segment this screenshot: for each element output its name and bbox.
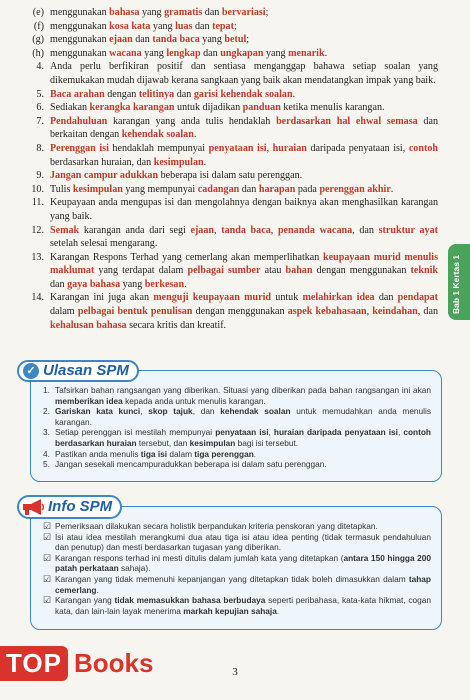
ulasan-list: [31, 371, 441, 476]
list-item: [20, 291, 438, 332]
ulasan-item-number: 4.: [43, 448, 50, 459]
list-item: [20, 115, 438, 142]
list-item-text: Keupayaan anda mengupas isi dan mengolahnya dengan baiknya akan menghasilkan karangan yang baik.: [50, 197, 438, 222]
list-item: [20, 169, 438, 183]
list-item-number: (e): [32, 7, 44, 18]
logo-books-text: Books: [73, 648, 154, 678]
list-item-number: (h): [32, 47, 44, 59]
ulasan-spm-title: SPM: [96, 361, 129, 379]
list-item-number: (g): [32, 34, 44, 46]
info-spm-box: [30, 497, 442, 630]
ulasan-item-text: Gariskan kata kunci, skop tajuk, dan kehendak soalan untuk memudahkan anda menulis karangan.: [55, 406, 431, 427]
info-item: [43, 553, 431, 574]
info-spm-header: [17, 496, 122, 518]
list-item: [20, 47, 438, 61]
ulasan-item-number: 2.: [43, 406, 50, 417]
list-item-text: Baca arahan dengan telitinya dan garisi kehendak soalan.: [50, 88, 296, 100]
list-item-number: 4.: [36, 61, 44, 73]
list-item-text: Jangan campur adukkan beberapa isi dalam satu perenggan.: [50, 170, 303, 182]
ulasan-item: [43, 385, 431, 406]
info-item: [43, 521, 431, 532]
info-item-text: Karangan yang tidak memasukkan bahasa berbudaya seperti peribahasa, kata-kata hikmat, cogan kata, dan lain-lain layak menerima markah kepujian sahaja.: [55, 595, 431, 616]
list-item-number: 14.: [31, 292, 44, 304]
list-item-number: 7.: [36, 115, 44, 127]
list-item-text: Anda perlu berfikiran positif dan sentiasa menganggap bahawa setiap soalan yang dikemukakan mudah dijawab kerana sangkaan yang baik akan mendatangkan impak yang baik.: [50, 61, 438, 86]
checkmark-icon: ✓: [23, 363, 39, 379]
list-item: [20, 60, 438, 87]
ulasan-item-text: Tafsirkan bahan rangsangan yang diberikan. Situasi yang diberikan pada bahan rangsangan ini akan memberikan idea kepada anda untuk menulis karangan.: [55, 385, 431, 406]
list-item: [20, 88, 438, 102]
ulasan-item: [43, 427, 431, 448]
list-item: [20, 224, 438, 251]
list-item-text: menggunakan ejaan dan tanda baca yang betul;: [50, 34, 250, 46]
list-item-text: menggunakan kosa kata yang luas dan tepat;: [50, 20, 237, 32]
checkbox-checked-icon: ☑: [43, 573, 52, 584]
info-item-text: Karangan yang tidak memenuhi kepanjangan yang ditetapkan tidak boleh dimasukkan dalam tahap cemerlang.: [55, 573, 431, 595]
list-item-number: 12.: [31, 224, 44, 236]
ulasan-item-number: 3.: [43, 427, 50, 438]
list-item-number: 5.: [36, 88, 44, 100]
page-number: 3: [232, 666, 238, 678]
list-item: [20, 196, 438, 223]
info-item: [43, 595, 431, 616]
ulasan-item-text: Setiap perenggan isi mestilah mempunyai penyataan isi, huraian daripada penyataan isi, contoh berdasarkan huraian tersebut, dan kesimpulan bagi isi tersebut.: [55, 427, 431, 448]
info-item-text: Isi atau idea mestilah merangkumi dua atau tiga isi atau idea penting (tidak termasuk pendahuluan dan penutup) dan mesti berdasarkan tugasan yang diberikan.: [55, 531, 431, 553]
list-item: [20, 183, 438, 197]
list-item: [20, 33, 438, 47]
info-list: [31, 507, 441, 622]
list-item-text: Semak karangan anda dari segi ejaan, tanda baca, penanda wacana, dan struktur ayat setelah selesai mengarang.: [50, 224, 439, 250]
info-title: Info: [48, 497, 76, 515]
megaphone-icon: [21, 498, 45, 516]
list-item: [20, 20, 438, 34]
ulasan-item-text: Pastikan anda menulis tiga isi dalam tiga perenggan.: [55, 448, 257, 459]
list-item-text: menggunakan bahasa yang gramatis dan bervariasi;: [50, 7, 269, 18]
ulasan-item: [43, 406, 431, 427]
info-item: [43, 574, 431, 595]
chapter-side-tab[interactable]: [448, 244, 470, 320]
info-spm-title: SPM: [79, 497, 113, 515]
list-item-number: 10.: [31, 183, 44, 195]
list-item: [20, 251, 438, 292]
ulasan-item-number: 1.: [43, 385, 50, 395]
list-item-number: (f): [33, 20, 44, 32]
logo-top-text: TOP: [0, 646, 68, 681]
list-item: [20, 101, 438, 115]
list-item-number: 9.: [36, 170, 44, 182]
ulasan-item: [43, 449, 431, 460]
info-item: [43, 532, 431, 553]
list-item-text: Karangan ini juga akan menguji keupayaan murid untuk melahirkan idea dan pendapat dalam pelbagai bentuk penulisan dengan menggunakan aspek kebahasaan, keindahan, dan kehalusan bahasa secara kritis dan kreatif.: [50, 292, 439, 331]
list-item: [20, 6, 438, 20]
ulasan-spm-header: [17, 360, 139, 382]
list-item-text: Tulis kesimpulan yang mempunyai cadangan dan harapan pada perenggan akhir.: [50, 183, 394, 195]
list-item-number: 11.: [31, 197, 44, 209]
ulasan-title: Ulasan: [43, 361, 93, 379]
ulasan-item-text: Jangan sesekali mencampuradukkan beberapa isi dalam satu perenggan.: [55, 459, 327, 470]
info-item-text: Karangan respons terhad ini mesti ditulis dalam jumlah kata yang ditetapkan (antara 150 hingga 200 patah perkataan sahaja).: [55, 552, 431, 574]
list-item-number: 13.: [31, 251, 44, 263]
list-item-text: Sediakan kerangka karangan untuk dijadikan panduan ketika menulis karangan.: [50, 102, 385, 114]
main-content-list: [20, 6, 438, 332]
list-item-text: menggunakan wacana yang lengkap dan ungkapan yang menarik.: [50, 47, 328, 59]
checkbox-checked-icon: ☑: [43, 595, 52, 606]
list-item-number: 8.: [36, 142, 44, 154]
list-item: [20, 142, 438, 169]
ulasan-item-number: 5.: [43, 459, 50, 470]
checkbox-checked-icon: ☑: [43, 521, 52, 531]
checkbox-checked-icon: ☑: [43, 531, 52, 542]
list-item-text: Karangan Respons Terhad yang cemerlang akan memperlihatkan keupayaan murid menulis maklumat yang terdapat dalam pelbagai sumber atau bahan dengan menggunakan teknik dan gaya bahasa yang berkesan.: [50, 251, 438, 290]
ulasan-spm-box: [26, 361, 442, 482]
chapter-side-tab-label: Bab 1 Kertas 1: [451, 254, 461, 314]
list-item-text: Perenggan isi hendaklah mempunyai penyataan isi, huraian daripada penyataan isi, contoh berdasarkan huraian, dan kesimpulan.: [50, 142, 438, 168]
list-item-number: 6.: [36, 102, 44, 114]
ulasan-item: [43, 459, 431, 470]
info-item-text: Pemeriksaan dilakukan secara holistik berpandukan kriteria penskoran yang ditetapkan.: [55, 521, 378, 531]
checkbox-checked-icon: ☑: [43, 552, 52, 563]
list-item-text: Pendahuluan karangan yang anda tulis hendaklah berdasarkan hal ehwal semasa dan berkaitan dengan kehendak soalan.: [50, 115, 439, 141]
